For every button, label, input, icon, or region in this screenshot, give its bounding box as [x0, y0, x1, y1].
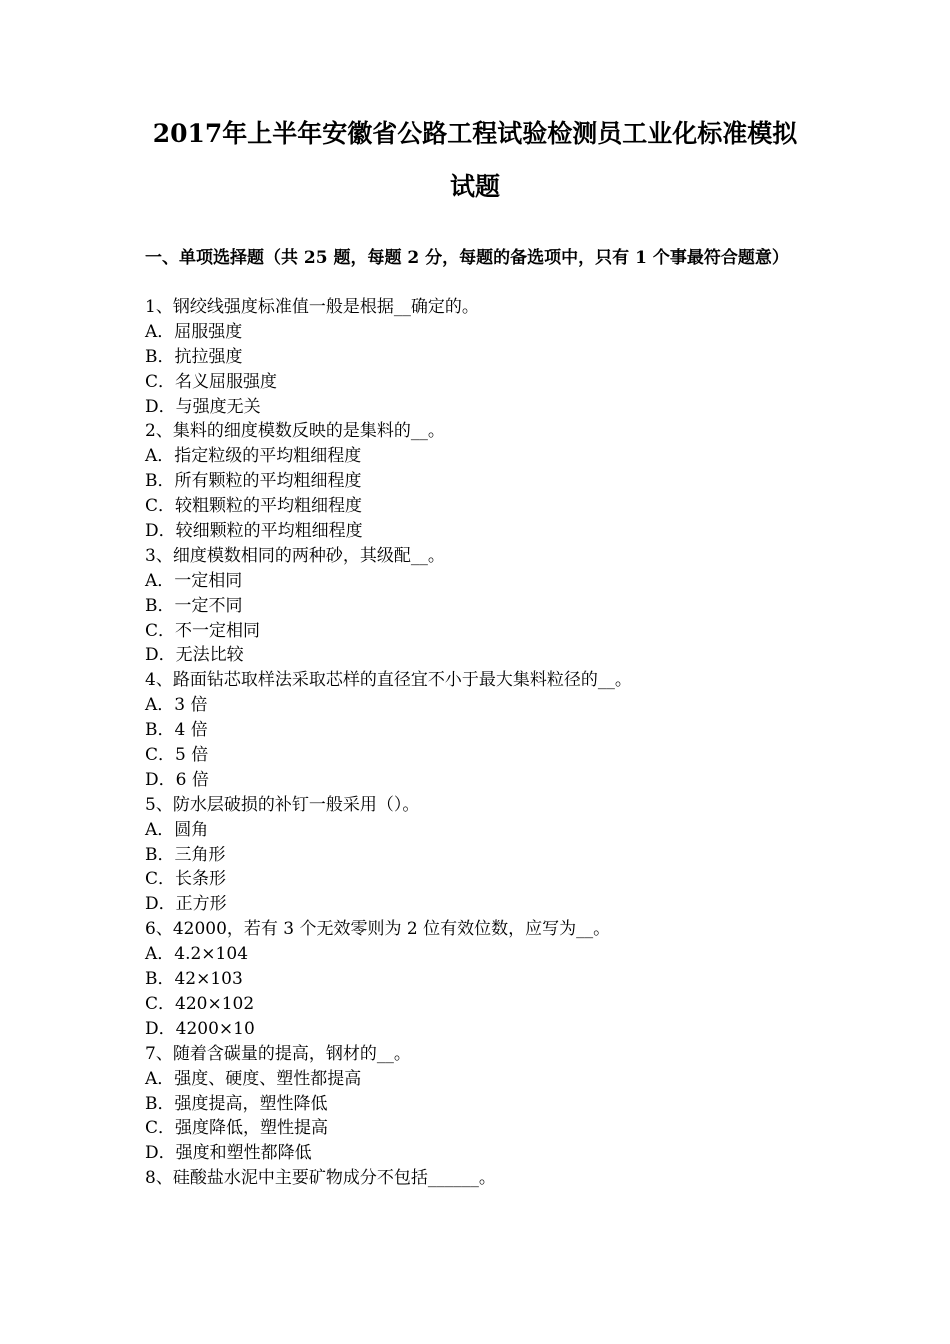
option-text: A．3 倍 — [145, 695, 208, 716]
question-text: 6、42000，若有 3 个无效零则为 2 位有效位数，应写为__。 — [145, 919, 611, 940]
option-text: C．5 倍 — [145, 745, 209, 766]
option-text: D．正方形 — [145, 894, 227, 915]
option-text: C．长条形 — [145, 869, 227, 890]
option-text: B．42×103 — [145, 969, 243, 990]
option-text: B．强度提高，塑性降低 — [145, 1093, 328, 1114]
question-text: 2、集料的细度模数反映的是集料的__。 — [145, 421, 445, 442]
option-text: A．4.2×104 — [145, 944, 249, 965]
question-text: 4、路面钻芯取样法采取芯样的直径宜不小于最大集料粒径的__。 — [145, 670, 632, 691]
question-text: 5、防水层破损的补钉一般采用（）。 — [145, 794, 420, 815]
section-header: 一、单项选择题（共 25 题，每题 2 分，每题的备选项中，只有 1 个事最符合题意） — [145, 248, 789, 268]
option-text: D．较细颗粒的平均粗细程度 — [145, 521, 363, 542]
option-text: C．420×102 — [145, 993, 255, 1014]
option-text: A．指定粒级的平均粗细程度 — [145, 446, 362, 467]
option-text: D．4200×10 — [145, 1018, 255, 1039]
option-text: D．6 倍 — [145, 769, 209, 790]
option-text: C．较粗颗粒的平均粗细程度 — [145, 496, 363, 517]
option-text: D．无法比较 — [145, 645, 244, 666]
option-text: B．4 倍 — [145, 720, 208, 741]
option-text: B．所有颗粒的平均粗细程度 — [145, 471, 362, 492]
option-text: A．屈服强度 — [145, 321, 243, 342]
option-text: A．强度、硬度、塑性都提高 — [145, 1068, 362, 1089]
option-text: A．圆角 — [145, 819, 209, 840]
document-title-line-2: 试题 — [449, 172, 500, 201]
option-text: B．一定不同 — [145, 595, 243, 616]
option-text: A．一定相同 — [145, 570, 243, 591]
question-text: 1、钢绞线强度标准值一般是根据__确定的。 — [145, 297, 479, 317]
option-text: B．三角形 — [145, 844, 226, 865]
question-text: 3、细度模数相同的两种砂，其级配__。 — [145, 545, 445, 566]
document-title-line-1: 2017年上半年安徽省公路工程试验检测员工业化标准模拟 — [152, 119, 798, 148]
option-text: D．与强度无关 — [145, 396, 261, 417]
option-text: C．不一定相同 — [145, 620, 261, 641]
option-text: B．抗拉强度 — [145, 346, 243, 367]
option-text: C．名义屈服强度 — [145, 371, 278, 392]
question-text: 7、随着含碳量的提高，钢材的__。 — [145, 1043, 411, 1064]
option-text: C．强度降低，塑性提高 — [145, 1118, 329, 1139]
question-list — [145, 295, 825, 1191]
option-text: D．强度和塑性都降低 — [145, 1143, 312, 1164]
question-text: 8、硅酸盐水泥中主要矿物成分不包括______。 — [145, 1168, 496, 1189]
